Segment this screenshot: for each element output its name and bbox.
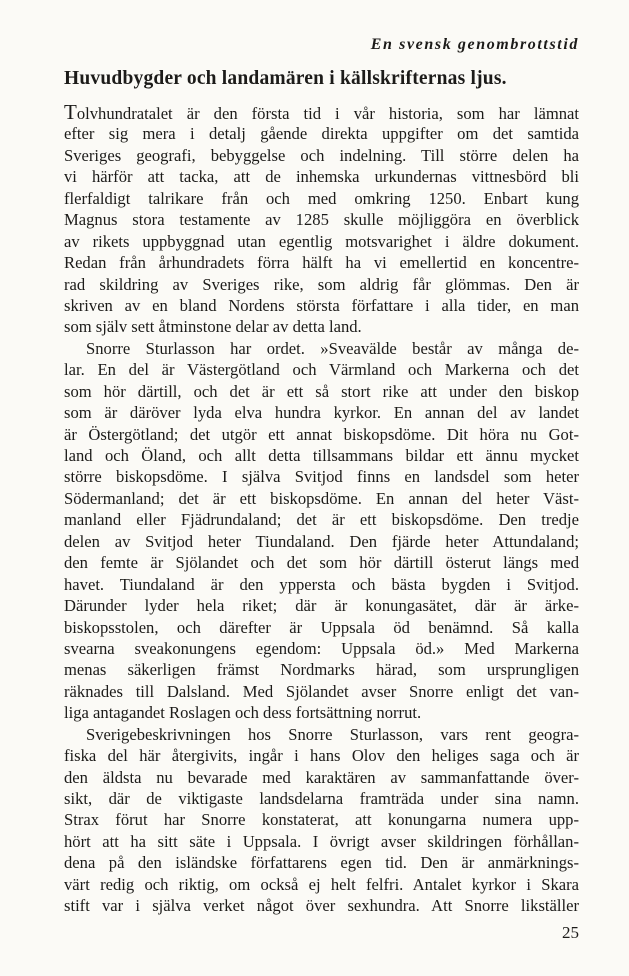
text-line: Södermanland; det är ett biskopsdöme. En annan del heter Väst- [64,488,579,508]
text-line: stift var i själva verket något över sexhundra. Att Snorre likställer [64,896,579,916]
text-line: Därunder lyder hela riket; där är konungasätet, där är ärke- [64,596,579,616]
text-line: den äldsta nu bevarade med karaktären av sammanfattande över- [64,767,579,787]
text-line: vi härför att tacka, att de inhemska urkundernas vittnesbörd bli [64,167,579,187]
text-line: som själv sett åtminstone delar av detta land. [64,317,362,337]
text-line: delen av Svitjod heter Tiundaland. Den fjärde heter Attundaland; [64,531,579,551]
text-line: hört att ha sitt säte i Uppsala. I övrigt avser skildringen förhållan- [64,831,579,851]
text-line: menas säkerligen främst Nordmarks härad, som ursprungligen [64,660,579,680]
body-text [64,102,579,917]
text-line: Snorre Sturlasson har ordet. »Sveavälde består av många de- [86,338,579,358]
text-line: Tolvhundratalet är den första tid i vår historia, som har lämnat [64,100,579,124]
text-line: av rikets uppbyggnad utan egentlig motsvarighet i äldre dokument. [64,231,579,251]
text-line: svearna sveakonungens egendom: Uppsala öd.» Med Markerna [64,638,579,658]
text-line: liga antagandet Roslagen och dess fortsättning norrut. [64,703,422,723]
text-line: manland eller Fjädrundaland; det är ett biskopsdöme. Den tredje [64,510,579,530]
text-line: skriven av en bland Nordens största författare i alla tider, en man [64,295,579,315]
text-line: som hör därtill, och det är ett så stort rike att under den biskop [64,381,579,401]
drop-cap: T [64,100,77,124]
text-line: Sveriges geografi, bebyggelse och indelning. Till större delen ha [64,145,579,165]
text-line: som är däröver lyda elva hundra kyrkor. En annan del av landet [64,403,579,423]
text-line: rad skildring av Sveriges rike, som aldrig får glömmas. Den är [64,274,579,294]
text-line: dena på den isländske författarens egen tid. Den är anmärknings- [64,853,579,873]
text-line: flerfaldigt talrikare från och med omkring 1250. Enbart kung [64,188,579,208]
text-line: Redan från århundradets förra hälft ha vi emellertid en koncentre- [64,253,579,273]
text-line: lar. En del är Västergötland och Värmland och Markerna och det [64,360,579,380]
text-line: värt redig och riktig, om också ej helt felfri. Antalet kyrkor i Skara [64,874,579,894]
text-line: biskopsstolen, och därefter är Uppsala öd benämnd. Så kalla [64,617,579,637]
text-line: räknades till Dalsland. Med Sjölandet avser Snorre enligt det van- [64,681,579,701]
text-line: Strax förut har Snorre konstaterat, att konungarna numera upp- [64,810,579,830]
text-line: den femte är Sjölandet och det som hör därtill österut längs med [64,553,579,573]
running-header: En svensk genombrottstid [370,36,579,53]
text-line: större biskopsdöme. I själva Svitjod finns en landsdel som heter [64,467,579,487]
text-line: Sverigebeskrivningen hos Snorre Sturlasson, vars rent geogra- [86,724,579,744]
text-line: sikt, där de viktigaste landsdelarna framträda under sina namn. [64,789,579,808]
text-line: Magnus stora testamente av 1285 skulle möjliggöra en överblick [64,210,579,230]
text-line: land och Öland, och allt detta tillsammans bildar ett ännu mycket [64,446,579,465]
text-line: efter sig mera i detalj gående direkta uppgifter om det samtida [64,124,579,144]
text-line: är Östergötland; det utgör ett annat biskopsdöme. Dit höra nu Got- [64,424,579,444]
text-line: fiska del här återgivits, ingår i hans Olov den heliges saga och är [64,746,579,766]
section-heading: Huvudbygder och landamären i källskrifternas ljus. [64,68,507,89]
page-number: 25 [562,923,579,942]
text-line: havet. Tiundaland är den yppersta och bästa bygden i Svitjod. [64,574,579,594]
